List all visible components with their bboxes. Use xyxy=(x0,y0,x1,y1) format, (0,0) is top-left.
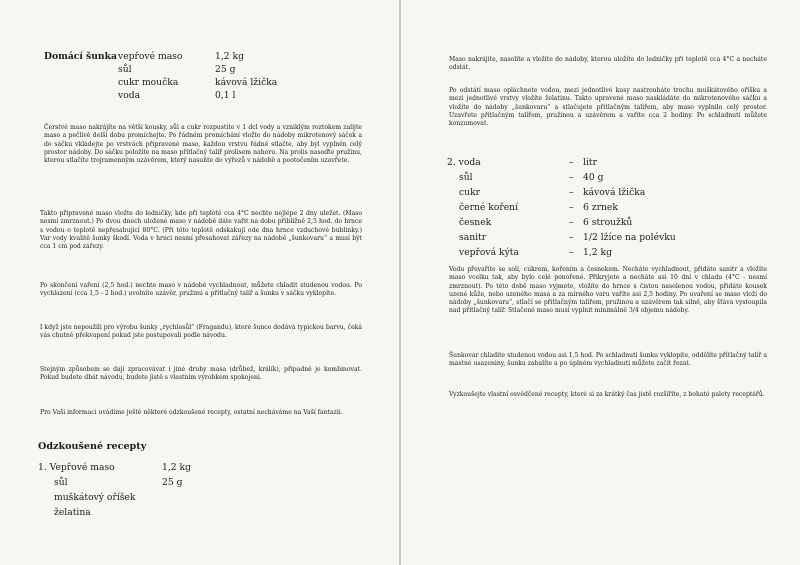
ingredient-amount: 6 stroužků xyxy=(583,217,633,228)
paragraph-text: Po odstátí maso opláchnete vodou, mezi jednotlivé kusy nastrouháte trochu muškátového oříšku a mezi jednotlivé vrstvy vložíte želatinu. Takto upravené maso naskládáte do mikrotenového sáčku a vložíte do nádoby „šunkovaru“ a stlačujete přítlačným talířem, aby maso vyplnilo celý prostor. Uzavřete přítlačným talířem, pružinou a uzávěrem a vaříte cca 2 hodiny. Po schladnutí můžete konzumovat. xyxy=(449,87,767,128)
instruction-paragraph xyxy=(40,282,362,299)
instruction-paragraph xyxy=(40,366,362,383)
dash: – xyxy=(569,232,574,243)
paragraph-text: Šunkovar chladíte studenou vodou asi 1,5 hod. Po schladnutí šunku vyklopíte, oddělíte přítlačný talíř a mastné usazeniny, šunku zabalíte a po úplném vychladnutí můžete začít řezat. xyxy=(449,352,767,368)
right-page xyxy=(401,0,800,565)
ingredient-amount: 1,2 kg xyxy=(215,51,244,62)
paragraph-text: Čerstvé maso nakrájíte na větší kousky, sůl a cukr rozpustíte v 1 dcl vody a vzniklým roztokem zalijte maso a pečlivě delší dobu promíchejte. Po řádném promíchání vložte do nádoby mikrotenový sáček a do sáčku vkládejte po vrstvách připravené maso, každou vrstvu řádně stlačte, aby byl vyplněn celý prostor nádoby. Do sáčku položíte na maso přítlačný talíř prolisem nahoru. Na prolis nasoďte pružinu, kterou stlačíte trojramenným uzávěrem, který nasuňte do výřezů v nádobě a pootočením uzavřete. xyxy=(44,124,362,165)
dash: – xyxy=(569,217,574,228)
ingredient-name: želatina xyxy=(54,507,91,518)
paragraph-text: I když jste nepoužili pro výrobu šunky „rychlosůl“ (Fragandu), které šunce dodává typickou barvu, čeká vás chutně překvapení pokud jste postupovali podle návodu. xyxy=(40,324,362,340)
ingredient-name: 2. voda xyxy=(447,157,481,168)
ingredient-amount: 25 g xyxy=(215,64,236,75)
instruction-paragraph xyxy=(40,324,362,341)
paragraph-text: Po skončení vaření (2,5 hod.) nechte maso v nádobě vychladnout, můžete chladit studenou vodou. Po vychlazení (cca 1,5 - 2 hod.) uvolníte uzávěr, pružinu a přítlačný talíř a šunku v sáčku vyklopíte. xyxy=(40,282,362,298)
ingredient-amount: 40 g xyxy=(583,172,604,183)
ingredient-name: vepřová kýta xyxy=(459,247,519,258)
ingredient-name: cukr xyxy=(459,187,481,198)
ingredient-amount: 0,1 l xyxy=(215,90,236,101)
ingredient-amount: 6 zrnek xyxy=(583,202,618,213)
paragraph-text: Stejným způsobem se dají zpracovávat i jiné druhy masa (drůbež, králík), případně je kombinovat. Pokud budete dbát návodu, budete jistě s vlastním výrobkem spokojeni. xyxy=(40,366,362,382)
instruction-paragraph xyxy=(40,210,362,251)
ingredient-name: sanitr xyxy=(459,232,487,243)
instruction-paragraph xyxy=(449,391,767,399)
dash: – xyxy=(569,187,574,198)
ingredient-amount: kávová lžička xyxy=(583,187,646,198)
paragraph-text: Pro Vaši informaci uvádíme ještě některé odzkoušené recepty, ostatní necháváme na Vaší fantazii. xyxy=(40,409,343,416)
ingredient-name: voda xyxy=(118,90,141,101)
ingredient-amount: 1,2 kg xyxy=(162,462,191,473)
ingredient-name: sůl xyxy=(54,477,68,488)
paragraph-text: Vodu převaříte se solí, cukrem, kořením a česnekem. Necháte vychladnout, přidáte sanitr a vložíte maso vcelku tak, aby bylo celé ponořené. Přikryjete a necháte asi 10 dní v chladu (4°C - nesmí zmrznout). Po této době maso vyjmete, vložíte do hrnce s čistou nasolenou vodou, přidáte kousek uzené kůže, nebo uzeného masa a za mírného varu vaříte asi 2,5 hodiny. Po uvaření se maso vloží do nádoby „šunkovaru“, stlačí se přítlačným talířem, pružinou a uzávěrem tak silně, aby šťáva vystoupila nad přítlačný talíř. Stlačené maso musí vyplnit minimálně 3/4 objemu nádoby. xyxy=(449,266,767,315)
ingredient-amount: 1,2 kg xyxy=(583,247,612,258)
instruction-paragraph xyxy=(449,87,767,128)
ingredient-name: vepřové maso xyxy=(118,51,183,62)
paragraph-text: Takto připravené maso vložte do ledničky, kde při teplotě cca 4°C nechte nejlépe 2 dny uležet. (Maso nesmí zmrznout.) Po dvou dnech uložené maso v nádobě dáte vařit na dobu přibližně 2,5 hod. do hrnce s vodou o teplotě nepřesahující 80°C. (Při této teplotě odskakují ode dna hrnce vzduchové bublinky.) Var vody kvalitě šunky škodí. Voda v hrnci nesmí přesahovat zářezy na nádobě „šunkovaru“ a musí být cca 1 cm pod zářezy. xyxy=(40,210,362,251)
ingredient-name: sůl xyxy=(118,64,132,75)
dash: – xyxy=(569,172,574,183)
ingredient-name: černé koření xyxy=(459,202,519,213)
ingredient-name: 1. Vepřové maso xyxy=(38,462,115,473)
ingredient-amount: 1/2 lžíce na polévku xyxy=(583,232,676,243)
paragraph-text: Maso nakrájíte, nasolíte a vložíte do nádoby, kterou uložíte do ledničky při teplotě cca 4°C a necháte odstát. xyxy=(449,56,767,72)
ingredient-name: česnek xyxy=(459,217,492,228)
instruction-paragraph xyxy=(44,124,362,165)
instruction-paragraph xyxy=(449,352,767,369)
left-page xyxy=(0,0,399,565)
ingredient-name: muškátový oříšek xyxy=(54,492,136,503)
dash: – xyxy=(569,157,574,168)
ingredient-name: sůl xyxy=(459,172,473,183)
instruction-paragraph xyxy=(449,266,767,316)
section-title: Odzkoušené recepty xyxy=(38,441,147,452)
ingredient-amount: litr xyxy=(583,157,597,168)
dash: – xyxy=(569,247,574,258)
ingredient-amount: 25 g xyxy=(162,477,183,488)
ingredient-amount: kávová lžička xyxy=(215,77,278,88)
paragraph-text: Vyzkoušejte vlastní osvědčené recepty, které si za krátký čas jistě rozšíříte, z bohaté palety receptářů. xyxy=(449,391,765,398)
instruction-paragraph xyxy=(449,56,767,73)
recipe-title: Domácí šunka xyxy=(44,51,117,62)
instruction-paragraph xyxy=(40,409,362,417)
ingredient-name: cukr moučka xyxy=(118,77,179,88)
dash: – xyxy=(569,202,574,213)
